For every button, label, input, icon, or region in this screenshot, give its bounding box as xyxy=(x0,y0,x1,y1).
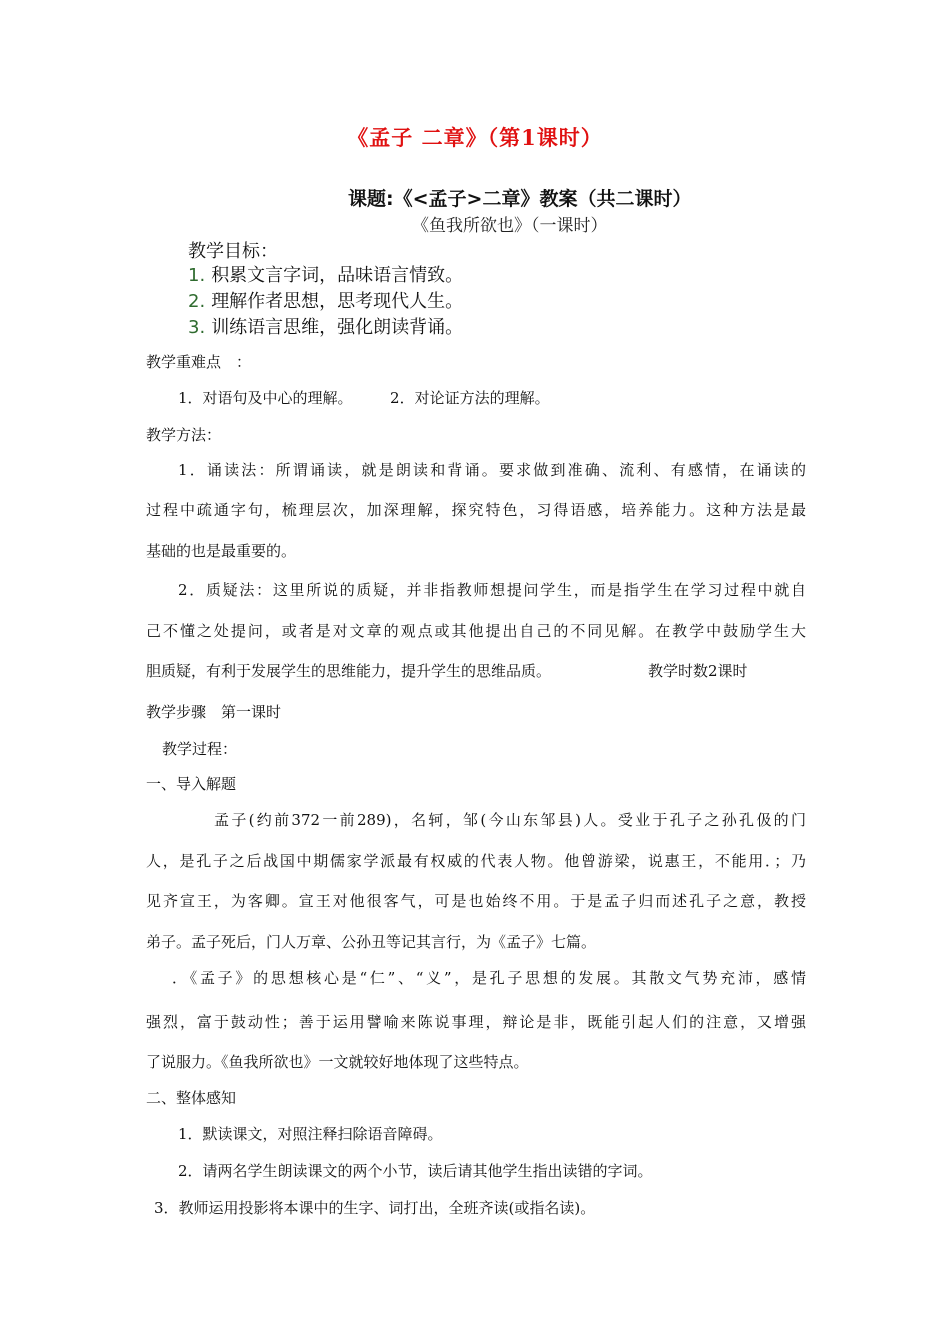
perceive-item: 3．教师运用投影将本课中的生字、词打出，全班齐读(或指名读)。 xyxy=(154,1199,596,1217)
method1-line: 1．诵读法：所谓诵读，就是朗读和背诵。要求做到准确、流利、有感情，在诵读的 xyxy=(178,461,806,479)
method2-line: 2．质疑法：这里所说的质疑，并非指教师想提问学生，而是指学生在学习过程中就自 xyxy=(178,581,806,599)
intro-line: 见齐宣王，为客卿。宣王对他很客气，可是也始终不用。于是孟子归而述孔子之意，教授 xyxy=(146,892,806,910)
thought-line: ．《孟子》的思想核心是“仁”、“义”，是孔子思想的发展。其散文气势充沛，感情 xyxy=(172,969,806,987)
goal-number: 1. xyxy=(188,265,206,286)
teaching-hours: 教学时数2课时 xyxy=(648,662,748,680)
goal-text: 理解作者思想，思考现代人生。 xyxy=(211,291,464,312)
intro-line: 人，是孔子之后战国中期儒家学派最有权威的代表人物。他曾游梁，说惠王，不能用．；乃 xyxy=(146,852,806,870)
steps-heading: 教学步骤 第一课时 xyxy=(146,703,282,721)
thought-line: 了说服力。《鱼我所欲也》一文就较好地体现了这些特点。 xyxy=(146,1053,529,1071)
perceive-item: 2．请两名学生朗读课文的两个小节，读后请其他学生指出读错的字词。 xyxy=(178,1162,653,1180)
method2-line: 己不懂之处提问，或者是对文章的观点或其他提出自己的不同见解。在教学中鼓励学生大 xyxy=(146,622,806,640)
thought-line: 强烈，富于鼓动性；善于运用譬喻来陈说事理，辩论是非，既能引起人们的注意，又增强 xyxy=(146,1013,806,1031)
lesson-subtitle: 《鱼我所欲也》（一课时） xyxy=(412,216,608,236)
keypoints-heading: 教学重难点 ： xyxy=(146,353,252,371)
lesson-title-image-text: 课题:《<孟子>二章》教案（共二课时） xyxy=(348,188,692,210)
intro-line: 孟子(约前372一前289)，名轲，邹(今山东邹县)人。受业于孔子之孙孔伋的门 xyxy=(214,811,806,829)
method2-line: 胆质疑，有利于发展学生的思维能力，提升学生的思维品质。 xyxy=(146,662,552,680)
goal-item xyxy=(188,261,463,287)
goals-heading: 教学目标： xyxy=(188,241,278,262)
goal-item xyxy=(188,287,463,313)
method1-line: 基础的也是最重要的。 xyxy=(146,542,297,560)
goal-number: 2. xyxy=(188,291,206,312)
goal-text: 积累文言字词，品味语言情致。 xyxy=(211,265,464,286)
goal-text: 训练语言思维，强化朗读背诵。 xyxy=(211,317,464,338)
goal-item xyxy=(188,313,463,339)
section2-heading: 二、整体感知 xyxy=(146,1089,237,1107)
method1-line: 过程中疏通字句，梳理层次，加深理解，探究特色，习得语感，培养能力。这种方法是最 xyxy=(146,501,806,519)
perceive-item: 1．默读课文，对照注释扫除语音障碍。 xyxy=(178,1125,443,1143)
document-title: 《孟子 二章》（第1课时） xyxy=(347,125,603,150)
goal-number: 3. xyxy=(188,317,206,338)
section1-heading: 一、导入解题 xyxy=(146,775,237,793)
intro-line: 弟子。孟子死后，门人万章、公孙丑等记其言行，为《孟子》七篇。 xyxy=(146,933,597,951)
process-heading: 教学过程： xyxy=(162,740,238,758)
methods-heading: 教学方法： xyxy=(146,426,222,444)
keypoints-text: 1．对语句及中心的理解。 2．对论证方法的理解。 xyxy=(178,389,550,407)
